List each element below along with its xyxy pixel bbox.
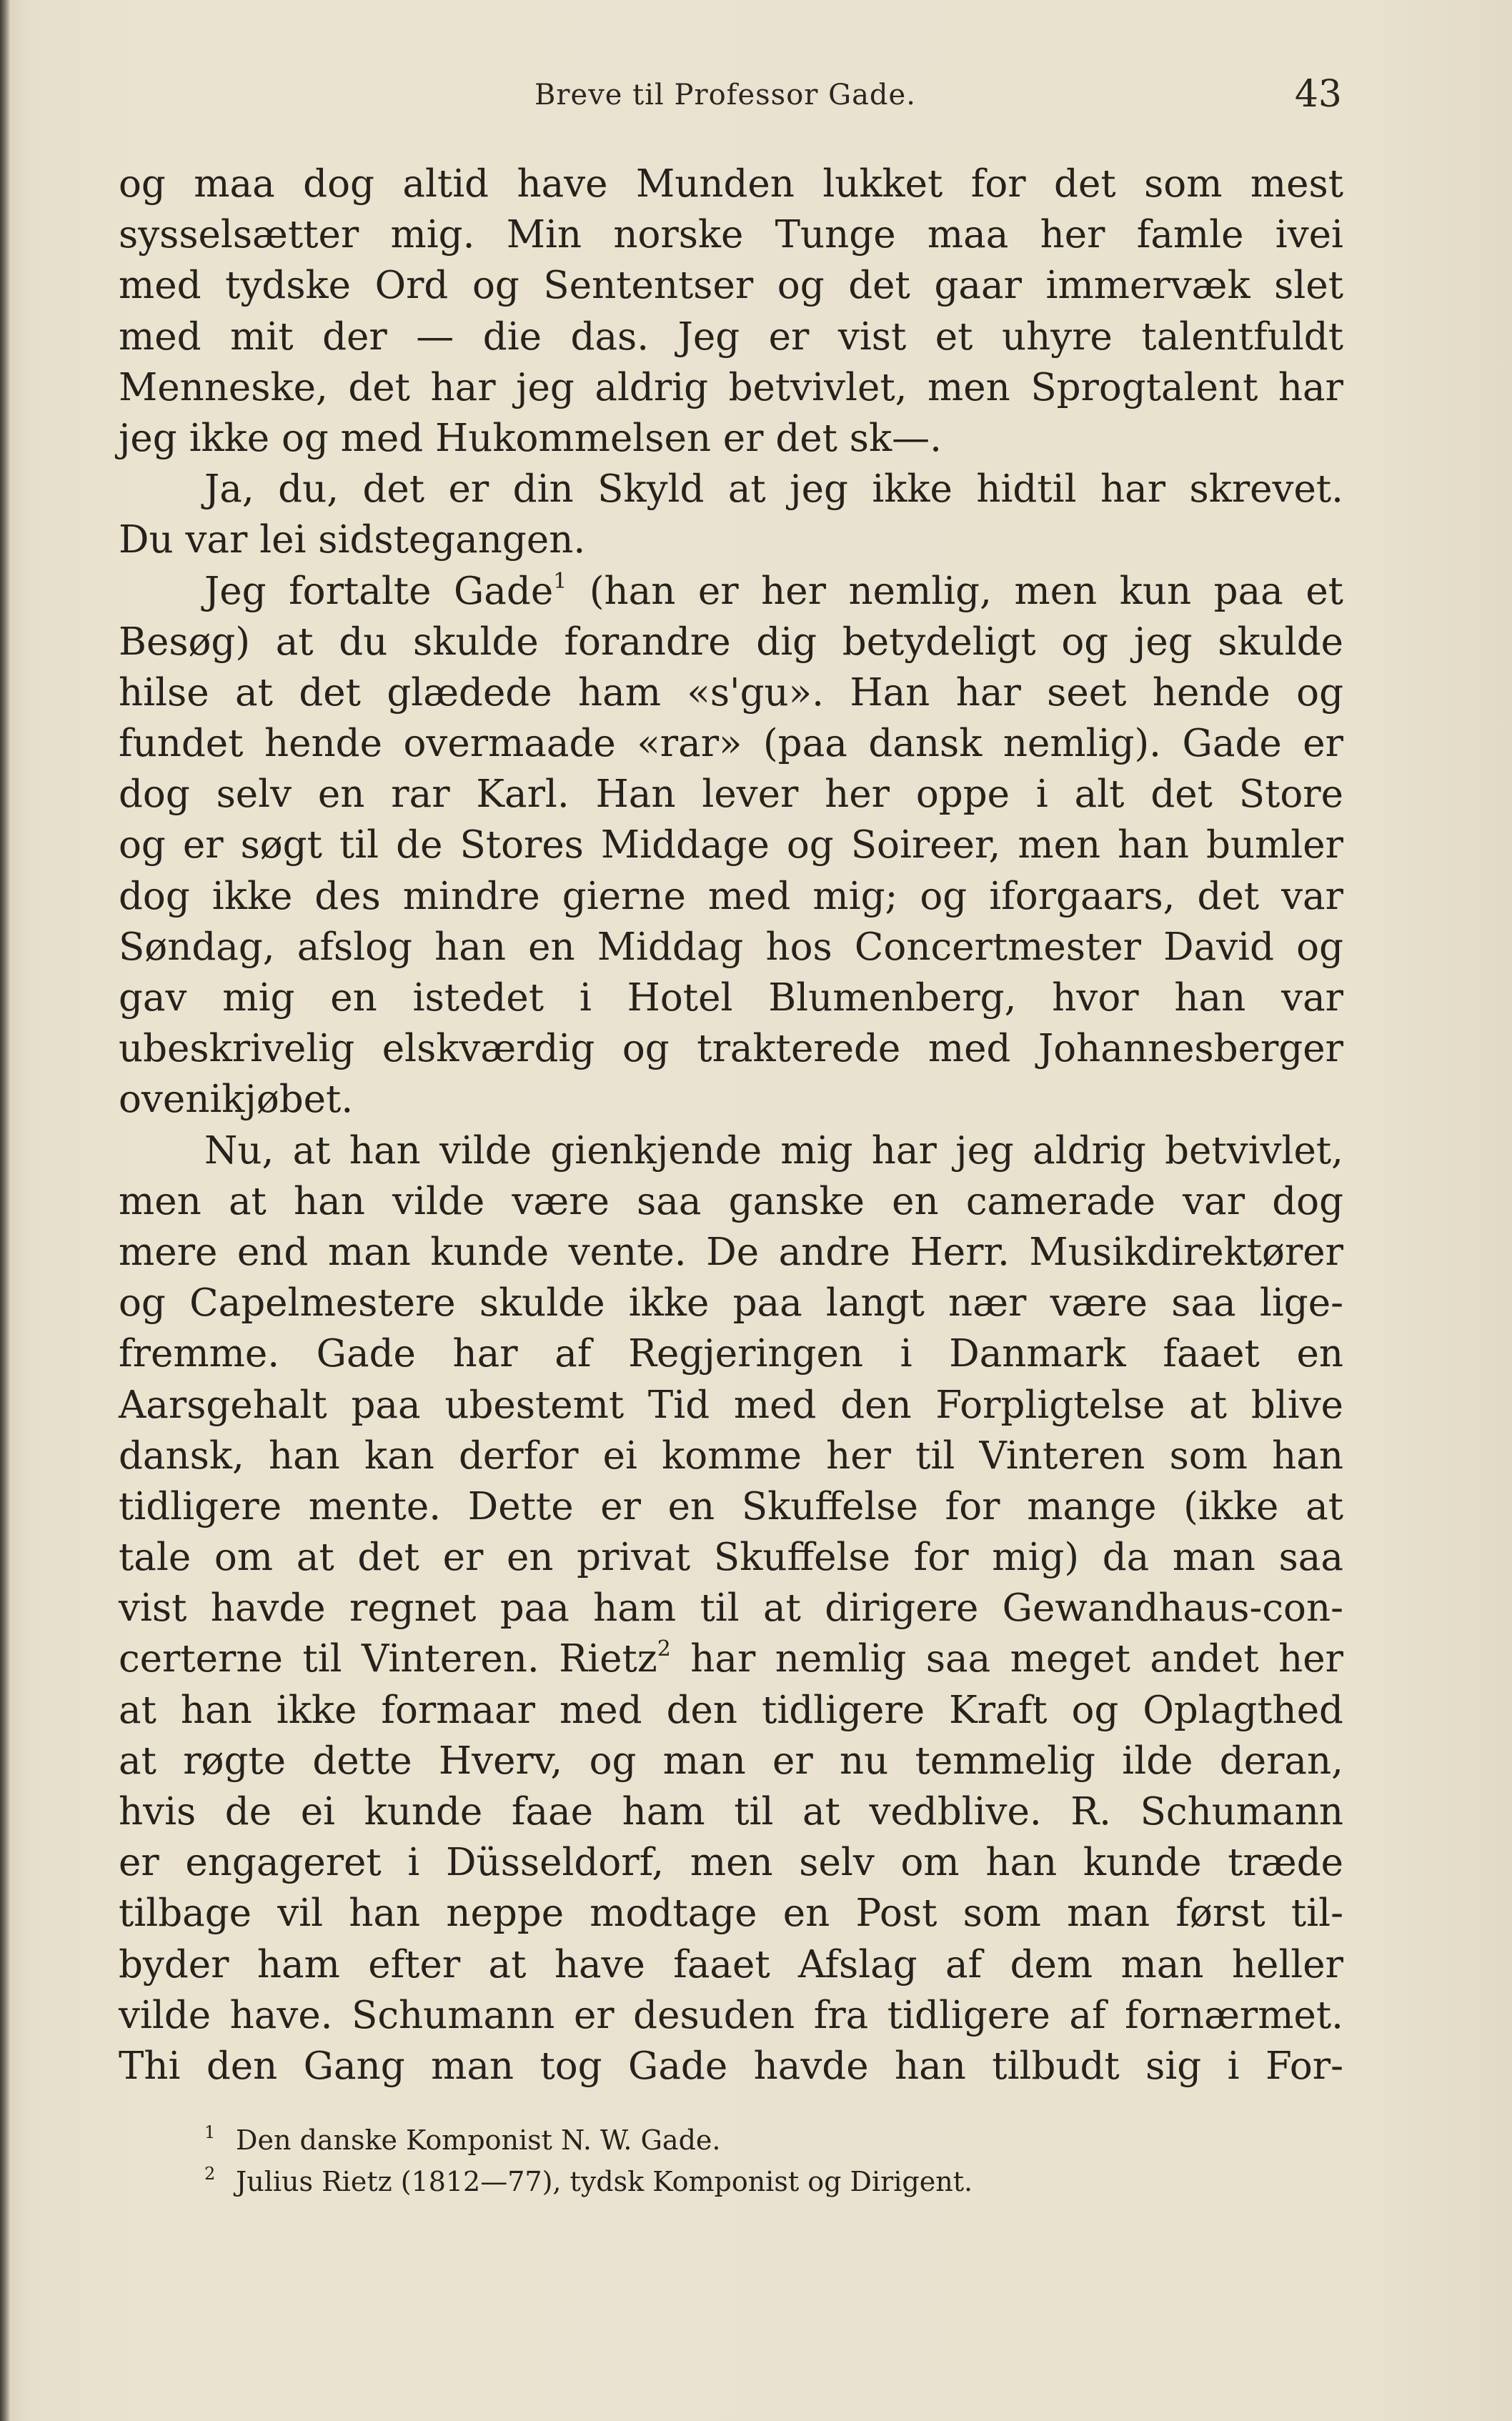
- text-line: vist havde regnet paa ham til at dirigere Gewandhaus-con-: [119, 1586, 1343, 1631]
- text-line: dog ikke des mindre gierne med mig; og iforgaars, det var: [119, 874, 1343, 918]
- page-number: 43: [1294, 73, 1342, 116]
- text-line: tidligere mente. Dette er en Skuffelse for mange (ikke at: [119, 1484, 1343, 1528]
- text-line: mere end man kunde vente. De andre Herr. Musikdirektører: [119, 1230, 1343, 1274]
- text-line: med tydske Ord og Sententser og det gaar immervæk slet: [119, 264, 1343, 308]
- text-line: Thi den Gang man tog Gade havde han tilbudt sig i For-: [119, 2044, 1343, 2088]
- text-line: gav mig en istedet i Hotel Blumenberg, hvor han var: [119, 976, 1343, 1020]
- text-line: med mit der — die das. Jeg er vist et uhyre talentfuldt: [119, 314, 1343, 359]
- line-prefix: certerne til Vinteren. Rietz: [119, 1637, 657, 1681]
- text-line: Nu, at han vilde gienkjende mig har jeg aldrig betvivlet,: [204, 1128, 1343, 1173]
- text-line: og maa dog altid have Munden lukket for det som mest: [119, 162, 1343, 206]
- line-rest: (han er her nemlig, men kun paa et: [589, 569, 1343, 613]
- text-line: dansk, han kan derfor ei komme her til Vinteren som han: [119, 1433, 1343, 1478]
- footnote-ref: 2: [657, 1636, 671, 1662]
- text-line: Menneske, det har jeg aldrig betvivlet, men Sprogtalent har: [119, 365, 1343, 409]
- text-line: Besøg) at du skulde forandre dig betydeligt og jeg skulde: [119, 620, 1343, 664]
- footnote-mark: 2: [204, 2164, 216, 2184]
- text-line: sysselsætter mig. Min norske Tunge maa her famle ivei: [119, 213, 1343, 257]
- text-line: Du var lei sidstegangen.: [119, 518, 586, 562]
- text-line: byder ham efter at have faaet Afslag af dem man heller: [119, 1942, 1343, 1987]
- text-line: dog selv en rar Karl. Han lever her oppe i alt det Store: [119, 772, 1343, 817]
- line-rest: har nemlig saa meget andet her: [690, 1637, 1344, 1681]
- text-line: og Capelmestere skulde ikke paa langt nær være saa lige-: [119, 1281, 1343, 1326]
- footnote: [204, 2119, 1348, 2161]
- text-line: er engageret i Düsseldorf, men selv om han kunde træde: [119, 1841, 1343, 1885]
- text-line: at røgte dette Hverv, og man er nu temmelig ilde deran,: [119, 1739, 1343, 1783]
- body-text: [119, 159, 1343, 2092]
- text-line: Ja, du, det er din Skyld at jeg ikke hidtil har skrevet.: [204, 467, 1343, 512]
- text-line: ovenikjøbet.: [119, 1078, 354, 1122]
- text-line: fremme. Gade har af Regjeringen i Danmark faaet en: [119, 1332, 1343, 1376]
- text-line: at han ikke formaar med den tidligere Kraft og Oplagthed: [119, 1688, 1343, 1732]
- page-header: [534, 73, 1342, 123]
- book-spine-shadow: [0, 0, 10, 2421]
- text-line: men at han vilde være saa ganske en camerade var dog: [119, 1179, 1343, 1223]
- line-prefix: Jeg fortalte Gade: [204, 569, 554, 613]
- footnote-ref: 1: [553, 568, 567, 594]
- text-line: fundet hende overmaade «rar» (paa dansk nemlig). Gade er: [119, 722, 1343, 766]
- text-line: ubeskrivelig elskværdig og trakterede med Johannesberger: [119, 1027, 1343, 1071]
- footnote: [204, 2161, 1348, 2202]
- text-line-with-footnote: [119, 1634, 1343, 1684]
- footnote-text: Den danske Komponist N. W. Gade.: [236, 2124, 721, 2156]
- footnote-text: Julius Rietz (1812—77), tydsk Komponist og Dirigent.: [236, 2166, 973, 2197]
- text-line: tilbage vil han neppe modtage en Post som man først til-: [119, 1891, 1343, 1936]
- text-line: tale om at det er en privat Skuffelse for mig) da man saa: [119, 1536, 1343, 1580]
- text-line-with-footnote: [119, 566, 1343, 617]
- footnote-mark: 1: [204, 2122, 216, 2142]
- footnotes: [204, 2119, 1348, 2202]
- text-line: Søndag, afslog han en Middag hos Concertmester David og: [119, 925, 1343, 969]
- text-line: Aarsgehalt paa ubestemt Tid med den Forpligtelse at blive: [119, 1383, 1343, 1427]
- text-line: jeg ikke og med Hukommelsen er det sk—.: [119, 416, 942, 460]
- running-title: Breve til Professor Gade.: [534, 79, 916, 111]
- text-line: vilde have. Schumann er desuden fra tidligere af fornærmet.: [119, 1993, 1343, 2037]
- text-line: hilse at det glædede ham «s'gu». Han har seet hende og: [119, 670, 1343, 715]
- text-line: og er søgt til de Stores Middage og Soireer, men han bumler: [119, 823, 1343, 868]
- text-line: hvis de ei kunde faae ham til at vedblive. R. Schumann: [119, 1790, 1343, 1834]
